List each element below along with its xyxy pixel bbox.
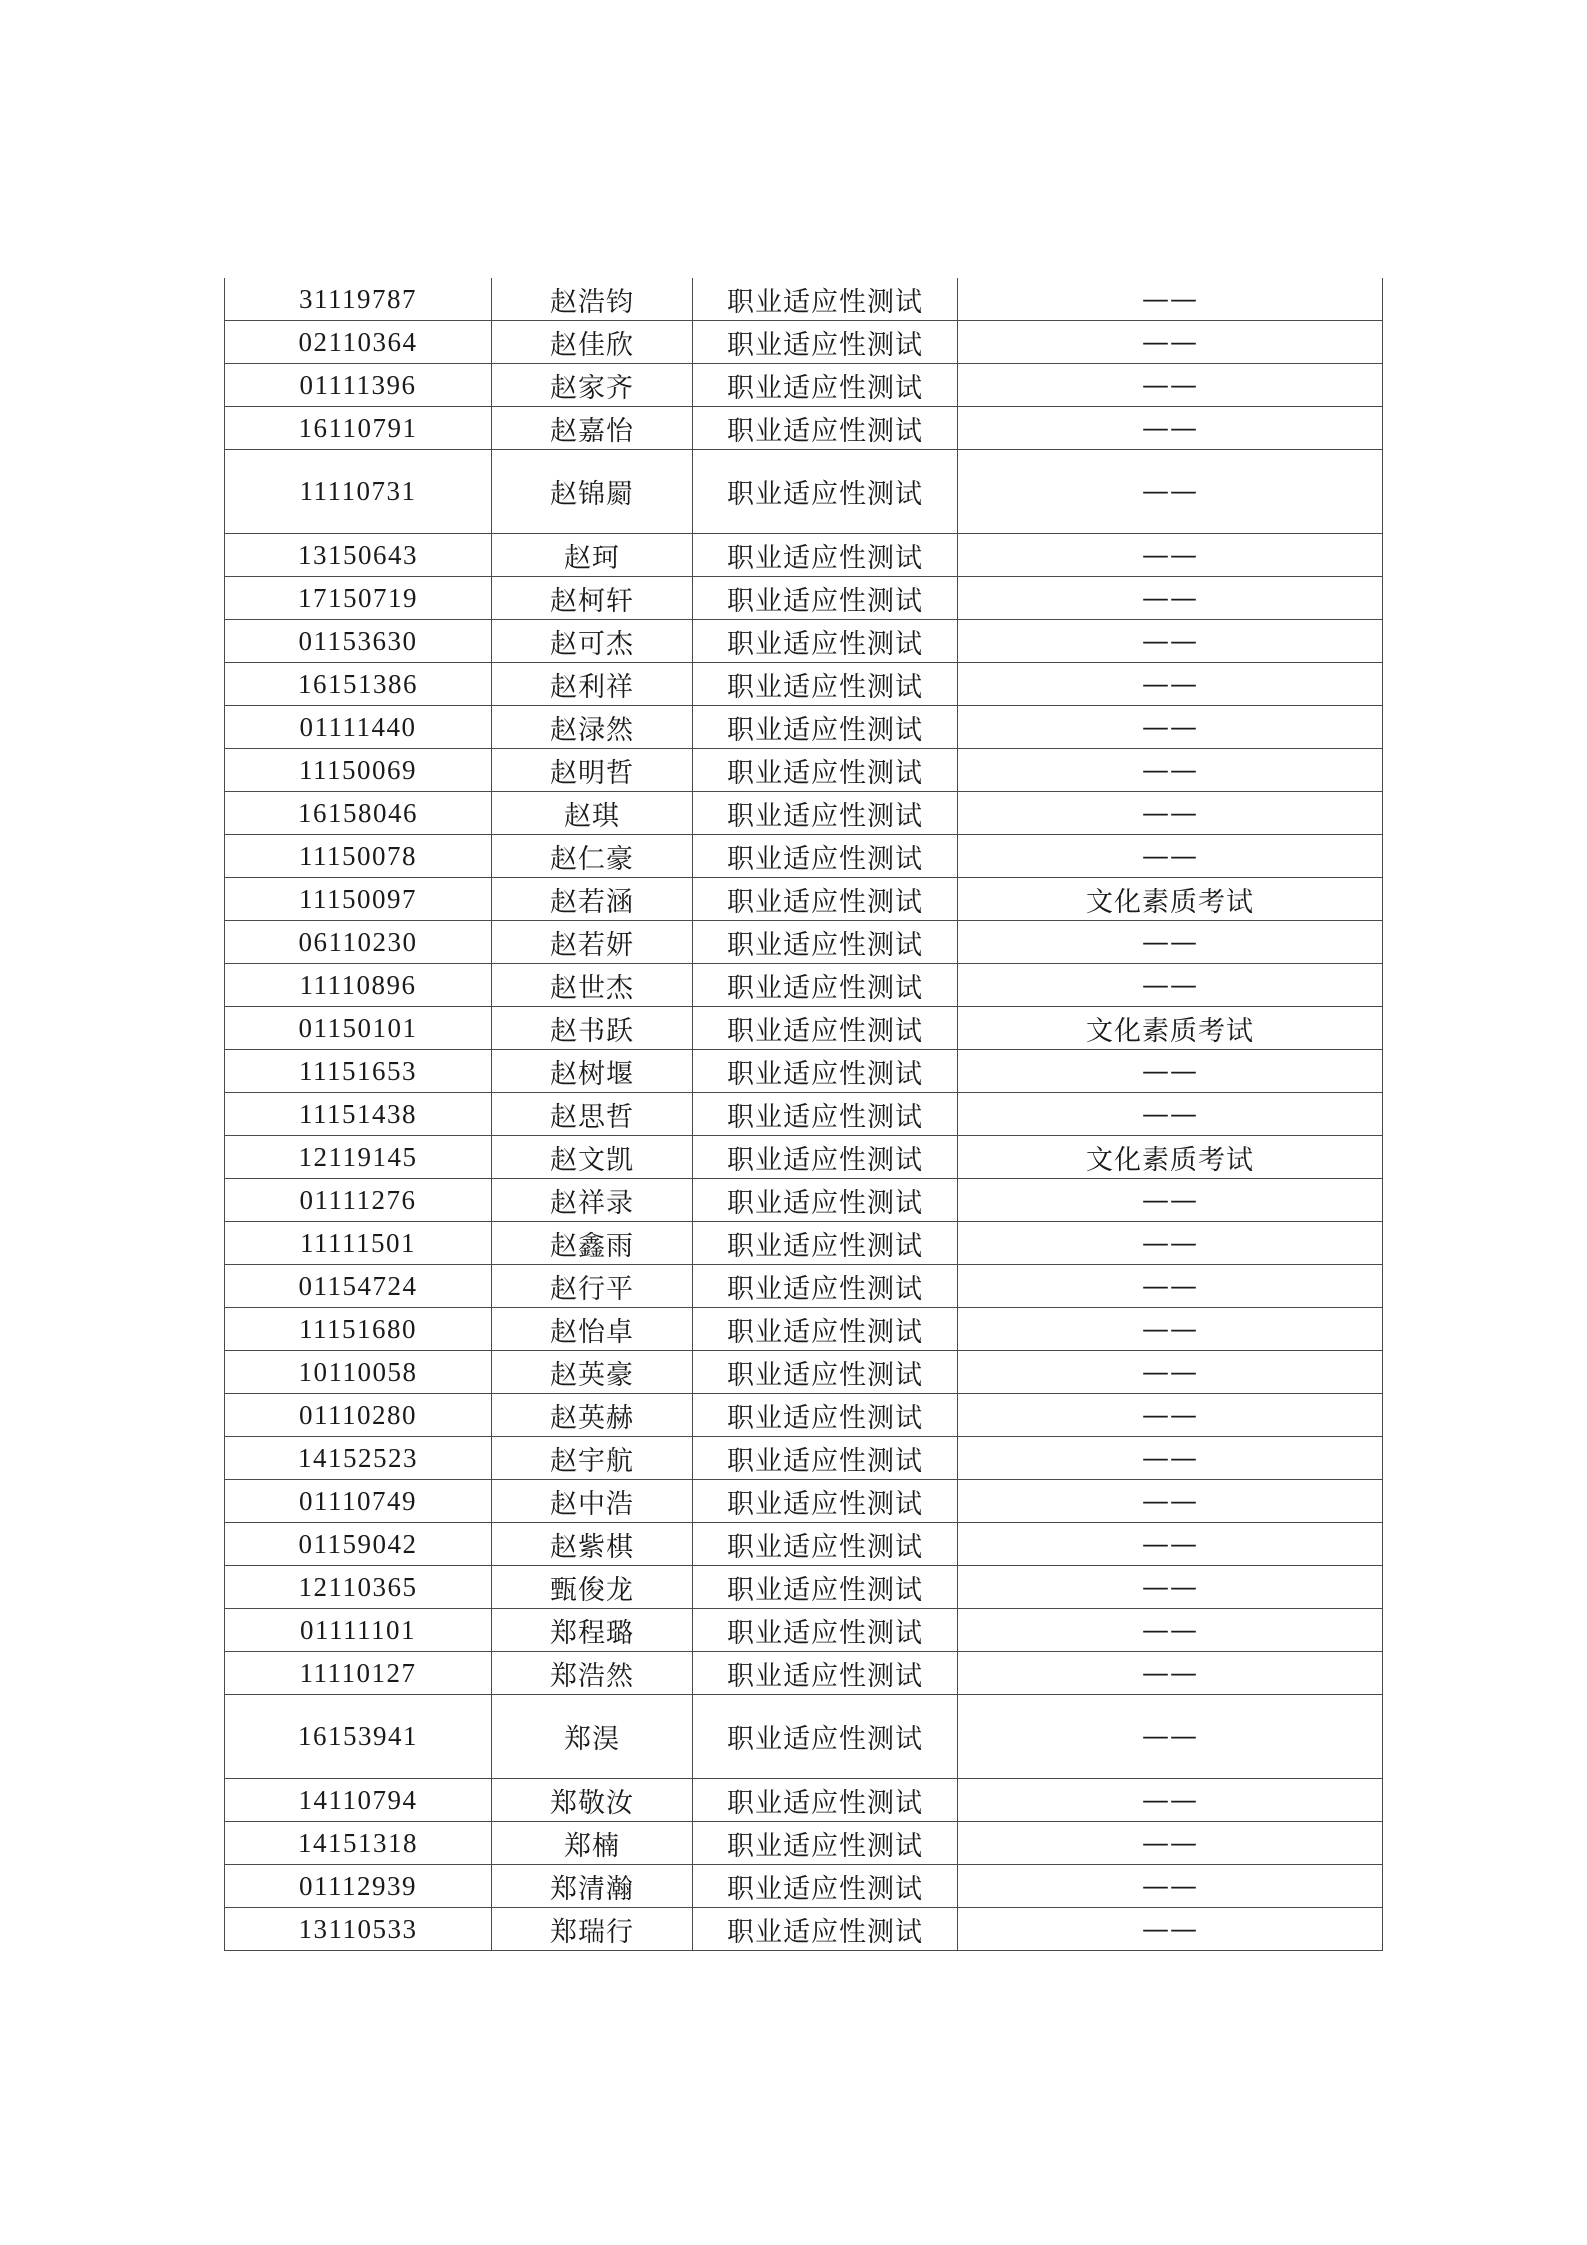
extra-exam-cell: —— [958,1179,1383,1222]
table-row [225,1908,1383,1951]
extra-exam-cell: —— [958,1394,1383,1437]
extra-exam-cell: —— [958,921,1383,964]
candidate-name-cell: 郑程璐 [492,1609,693,1652]
exam-type-cell: 职业适应性测试 [693,706,958,749]
candidate-name-cell: 赵浩钧 [492,278,693,321]
exam-type-cell: 职业适应性测试 [693,534,958,577]
table-row [225,1093,1383,1136]
candidate-id-cell: 01110280 [225,1394,492,1437]
extra-exam-cell: —— [958,1351,1383,1394]
candidate-name-cell: 赵柯轩 [492,577,693,620]
candidate-name-cell: 赵鑫雨 [492,1222,693,1265]
extra-exam-cell: —— [958,1093,1383,1136]
candidate-id-cell: 12119145 [225,1136,492,1179]
extra-exam-cell: —— [958,534,1383,577]
table-row [225,1136,1383,1179]
table-row [225,964,1383,1007]
candidate-name-cell: 赵文凯 [492,1136,693,1179]
candidate-id-cell: 11111501 [225,1222,492,1265]
table-row [225,1050,1383,1093]
exam-type-cell: 职业适应性测试 [693,278,958,321]
candidate-name-cell: 赵思哲 [492,1093,693,1136]
candidate-name-cell: 赵家齐 [492,364,693,407]
candidate-name-cell: 赵渌然 [492,706,693,749]
candidate-table [224,278,1383,1951]
table-row [225,1437,1383,1480]
exam-type-cell: 职业适应性测试 [693,1179,958,1222]
table-row [225,1652,1383,1695]
table-row [225,278,1383,321]
candidate-name-cell: 赵嘉怡 [492,407,693,450]
exam-type-cell: 职业适应性测试 [693,1908,958,1951]
exam-type-cell: 职业适应性测试 [693,1351,958,1394]
candidate-id-cell: 17150719 [225,577,492,620]
extra-exam-cell: —— [958,1480,1383,1523]
exam-type-cell: 职业适应性测试 [693,1136,958,1179]
candidate-id-cell: 06110230 [225,921,492,964]
candidate-id-cell: 11151653 [225,1050,492,1093]
table-row [225,1351,1383,1394]
extra-exam-cell: 文化素质考试 [958,1136,1383,1179]
candidate-id-cell: 02110364 [225,321,492,364]
extra-exam-cell: —— [958,1222,1383,1265]
extra-exam-cell: —— [958,450,1383,534]
candidate-id-cell: 01111396 [225,364,492,407]
exam-type-cell: 职业适应性测试 [693,1865,958,1908]
candidate-id-cell: 01111440 [225,706,492,749]
extra-exam-cell: —— [958,1908,1383,1951]
exam-type-cell: 职业适应性测试 [693,878,958,921]
table-row [225,1265,1383,1308]
extra-exam-cell: —— [958,706,1383,749]
exam-type-cell: 职业适应性测试 [693,1609,958,1652]
candidate-id-cell: 16153941 [225,1695,492,1779]
candidate-name-cell: 赵宇航 [492,1437,693,1480]
candidate-id-cell: 10110058 [225,1351,492,1394]
extra-exam-cell: —— [958,364,1383,407]
table-row [225,407,1383,450]
exam-type-cell: 职业适应性测试 [693,1050,958,1093]
candidate-id-cell: 16110791 [225,407,492,450]
table-row [225,1480,1383,1523]
candidate-name-cell: 赵若涵 [492,878,693,921]
candidate-name-cell: 赵琪 [492,792,693,835]
candidate-name-cell: 赵利祥 [492,663,693,706]
extra-exam-cell: —— [958,1865,1383,1908]
table-row [225,1007,1383,1050]
candidate-name-cell: 郑清瀚 [492,1865,693,1908]
exam-type-cell: 职业适应性测试 [693,1652,958,1695]
exam-type-cell: 职业适应性测试 [693,1265,958,1308]
candidate-name-cell: 赵英赫 [492,1394,693,1437]
candidate-id-cell: 11110731 [225,450,492,534]
table-row [225,1865,1383,1908]
table-row [225,1523,1383,1566]
extra-exam-cell: —— [958,1652,1383,1695]
table-row [225,1566,1383,1609]
candidate-name-cell: 郑淏 [492,1695,693,1779]
candidate-id-cell: 11151438 [225,1093,492,1136]
candidate-id-cell: 01110749 [225,1480,492,1523]
exam-type-cell: 职业适应性测试 [693,1822,958,1865]
candidate-id-cell: 11150078 [225,835,492,878]
candidate-id-cell: 14110794 [225,1779,492,1822]
candidate-name-cell: 郑敬汝 [492,1779,693,1822]
candidate-id-cell: 13150643 [225,534,492,577]
table-row [225,450,1383,534]
table-row [225,878,1383,921]
candidate-name-cell: 赵仁豪 [492,835,693,878]
candidate-name-cell: 赵紫棋 [492,1523,693,1566]
candidate-id-cell: 12110365 [225,1566,492,1609]
candidate-name-cell: 甄俊龙 [492,1566,693,1609]
table-row [225,1609,1383,1652]
exam-type-cell: 职业适应性测试 [693,835,958,878]
candidate-id-cell: 11110127 [225,1652,492,1695]
table-row [225,1779,1383,1822]
exam-type-cell: 职业适应性测试 [693,1007,958,1050]
candidate-id-cell: 16158046 [225,792,492,835]
candidate-name-cell: 赵中浩 [492,1480,693,1523]
candidate-name-cell: 赵英豪 [492,1351,693,1394]
exam-type-cell: 职业适应性测试 [693,792,958,835]
exam-type-cell: 职业适应性测试 [693,1695,958,1779]
candidate-id-cell: 14152523 [225,1437,492,1480]
candidate-id-cell: 01159042 [225,1523,492,1566]
table-row [225,1222,1383,1265]
extra-exam-cell: —— [958,321,1383,364]
candidate-name-cell: 赵行平 [492,1265,693,1308]
extra-exam-cell: —— [958,1308,1383,1351]
exam-type-cell: 职业适应性测试 [693,1480,958,1523]
candidate-id-cell: 11151680 [225,1308,492,1351]
candidate-id-cell: 01154724 [225,1265,492,1308]
table-row [225,577,1383,620]
exam-type-cell: 职业适应性测试 [693,577,958,620]
exam-type-cell: 职业适应性测试 [693,1222,958,1265]
extra-exam-cell: —— [958,577,1383,620]
candidate-id-cell: 01153630 [225,620,492,663]
candidate-name-cell: 赵珂 [492,534,693,577]
candidate-name-cell: 赵怡卓 [492,1308,693,1351]
candidate-id-cell: 11150069 [225,749,492,792]
extra-exam-cell: —— [958,1050,1383,1093]
extra-exam-cell: —— [958,749,1383,792]
extra-exam-cell: 文化素质考试 [958,1007,1383,1050]
extra-exam-cell: —— [958,1695,1383,1779]
table-row [225,1394,1383,1437]
table-row [225,663,1383,706]
candidate-id-cell: 31119787 [225,278,492,321]
candidate-id-cell: 01111276 [225,1179,492,1222]
extra-exam-cell: —— [958,1609,1383,1652]
table-row [225,706,1383,749]
candidate-name-cell: 郑浩然 [492,1652,693,1695]
exam-type-cell: 职业适应性测试 [693,1566,958,1609]
exam-type-cell: 职业适应性测试 [693,620,958,663]
candidate-name-cell: 郑楠 [492,1822,693,1865]
candidate-id-cell: 01112939 [225,1865,492,1908]
candidate-name-cell: 赵佳欣 [492,321,693,364]
exam-type-cell: 职业适应性测试 [693,1093,958,1136]
candidate-id-cell: 01150101 [225,1007,492,1050]
candidate-name-cell: 赵锦罽 [492,450,693,534]
extra-exam-cell: —— [958,1523,1383,1566]
table-row [225,321,1383,364]
table-row [225,1695,1383,1779]
candidate-id-cell: 14151318 [225,1822,492,1865]
table-row [225,1822,1383,1865]
candidate-id-cell: 01111101 [225,1609,492,1652]
candidate-name-cell: 郑瑞行 [492,1908,693,1951]
exam-type-cell: 职业适应性测试 [693,1308,958,1351]
exam-type-cell: 职业适应性测试 [693,964,958,1007]
table-row [225,749,1383,792]
extra-exam-cell: —— [958,1265,1383,1308]
exam-type-cell: 职业适应性测试 [693,364,958,407]
exam-type-cell: 职业适应性测试 [693,450,958,534]
table-row [225,835,1383,878]
exam-type-cell: 职业适应性测试 [693,663,958,706]
extra-exam-cell: —— [958,407,1383,450]
candidate-name-cell: 赵世杰 [492,964,693,1007]
candidate-table-body [225,278,1383,1951]
candidate-name-cell: 赵祥录 [492,1179,693,1222]
candidate-name-cell: 赵书跃 [492,1007,693,1050]
extra-exam-cell: —— [958,835,1383,878]
exam-type-cell: 职业适应性测试 [693,1523,958,1566]
candidate-id-cell: 11150097 [225,878,492,921]
extra-exam-cell: —— [958,663,1383,706]
exam-type-cell: 职业适应性测试 [693,1437,958,1480]
extra-exam-cell: —— [958,1566,1383,1609]
candidate-name-cell: 赵明哲 [492,749,693,792]
extra-exam-cell: 文化素质考试 [958,878,1383,921]
exam-type-cell: 职业适应性测试 [693,407,958,450]
extra-exam-cell: —— [958,1822,1383,1865]
exam-type-cell: 职业适应性测试 [693,1394,958,1437]
candidate-id-cell: 11110896 [225,964,492,1007]
extra-exam-cell: —— [958,964,1383,1007]
extra-exam-cell: —— [958,620,1383,663]
table-row [225,620,1383,663]
exam-type-cell: 职业适应性测试 [693,1779,958,1822]
extra-exam-cell: —— [958,1779,1383,1822]
table-row [225,1179,1383,1222]
extra-exam-cell: —— [958,792,1383,835]
candidate-name-cell: 赵若妍 [492,921,693,964]
extra-exam-cell: —— [958,1437,1383,1480]
table-row [225,534,1383,577]
candidate-id-cell: 13110533 [225,1908,492,1951]
candidate-id-cell: 16151386 [225,663,492,706]
exam-type-cell: 职业适应性测试 [693,749,958,792]
table-row [225,921,1383,964]
candidate-name-cell: 赵树堰 [492,1050,693,1093]
candidate-name-cell: 赵可杰 [492,620,693,663]
table-row [225,792,1383,835]
table-row [225,364,1383,407]
exam-type-cell: 职业适应性测试 [693,321,958,364]
extra-exam-cell: —— [958,278,1383,321]
table-row [225,1308,1383,1351]
exam-type-cell: 职业适应性测试 [693,921,958,964]
